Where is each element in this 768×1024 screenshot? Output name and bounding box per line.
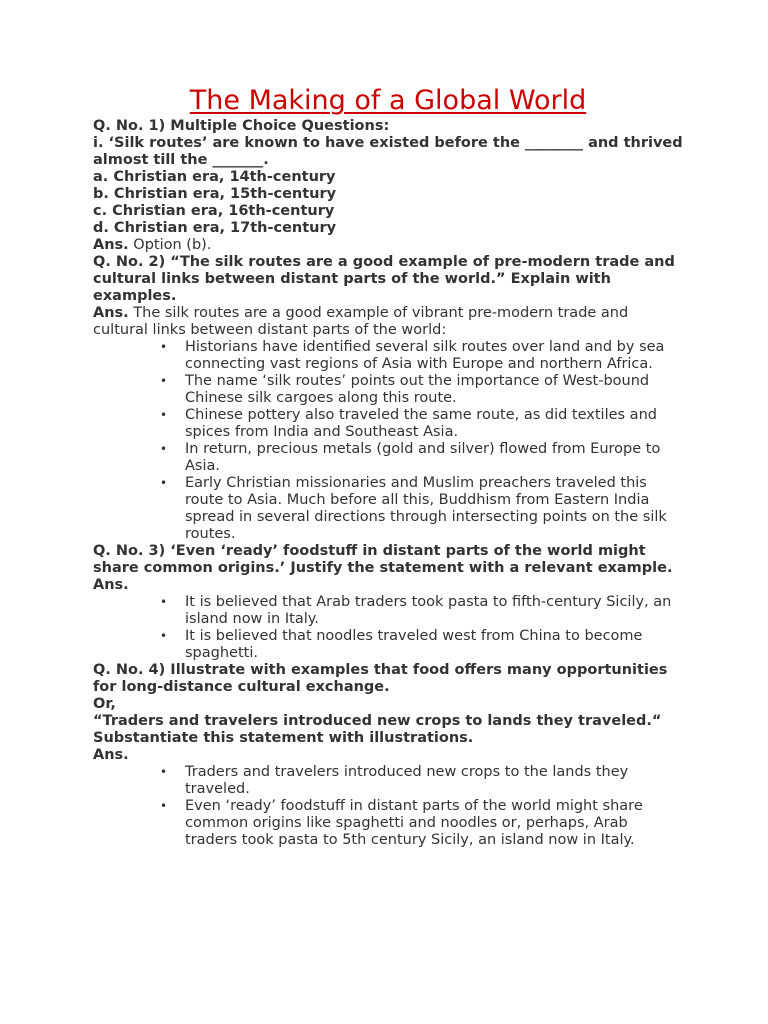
q4-or: Or, (93, 696, 116, 712)
q1-option-a: a. Christian era, 14th-century (93, 169, 336, 185)
q4-bullet-list (93, 764, 683, 849)
q3-question: Q. No. 3) ‘Even ‘ready’ foodstuff in distant parts of the world might share common origins.’ Justify the statement with a relevant example. (93, 543, 673, 576)
q1-answer (93, 237, 683, 254)
list-item (160, 373, 683, 407)
list-item (160, 441, 683, 475)
q4-alt-question: “Traders and travelers introduced new crops to lands they traveled.“ Substantiate this statement with illustrations. (93, 713, 662, 746)
q2-answer-label: Ans. (93, 305, 129, 321)
q2-answer (93, 305, 683, 339)
bullet-icon: • (160, 595, 168, 609)
list-item (160, 594, 683, 628)
bullet-icon: • (160, 340, 168, 354)
q1-option-d: d. Christian era, 17th-century (93, 220, 337, 236)
list-item-text: Even ‘ready’ foodstuff in distant parts of the world might share common origins like spaghetti and noodles or, perhaps, Arab traders took pasta to 5th century Sicily, an island now in Italy. (185, 798, 643, 848)
q1-option-b: b. Christian era, 15th-century (93, 186, 337, 202)
q3-answer-label: Ans. (93, 577, 129, 593)
list-item-text: Chinese pottery also traveled the same route, as did textiles and spices from India and Southeast Asia. (185, 407, 657, 440)
list-item (160, 764, 683, 798)
bullet-icon: • (160, 765, 168, 779)
q2-question: Q. No. 2) “The silk routes are a good example of pre-modern trade and cultural links between distant parts of the world.” Explain with examples. (93, 254, 675, 304)
document-page (93, 84, 683, 849)
list-item (160, 475, 683, 543)
list-item (160, 628, 683, 662)
bullet-icon: • (160, 476, 168, 490)
bullet-icon: • (160, 408, 168, 422)
bullet-icon: • (160, 629, 168, 643)
q3-bullet-list (93, 594, 683, 662)
q1-answer-text: Option (b). (128, 237, 212, 253)
q1-option-c: c. Christian era, 16th-century (93, 203, 335, 219)
q4-answer-label: Ans. (93, 747, 129, 763)
list-item (160, 798, 683, 849)
q4-question: Q. No. 4) Illustrate with examples that food offers many opportunities for long-distance cultural exchange. (93, 662, 668, 695)
q2-bullet-list (93, 339, 683, 543)
q2-answer-text: The silk routes are a good example of vibrant pre-modern trade and cultural links between distant parts of the world: (93, 305, 629, 338)
list-item (160, 339, 683, 373)
bullet-icon: • (160, 799, 168, 813)
bullet-icon: • (160, 374, 168, 388)
list-item-text: Traders and travelers introduced new crops to the lands they traveled. (185, 764, 629, 797)
page-title: The Making of a Global World (189, 85, 587, 116)
list-item (160, 407, 683, 441)
q1-answer-label: Ans. (93, 237, 129, 253)
list-item-text: Early Christian missionaries and Muslim preachers traveled this route to Asia. Much before all this, Buddhism from Eastern India spread in several directions through intersecting points on the silk routes. (185, 475, 667, 542)
list-item-text: It is believed that noodles traveled west from China to become spaghetti. (185, 628, 643, 661)
q1-heading: Q. No. 1) Multiple Choice Questions: (93, 118, 390, 134)
list-item-text: Historians have identified several silk routes over land and by sea connecting vast regions of Asia with Europe and northern Africa. (185, 339, 665, 372)
list-item-text: The name ‘silk routes’ points out the importance of West-bound Chinese silk cargoes along this route. (185, 373, 650, 406)
q1-question: i. ‘Silk routes’ are known to have existed before the ________ and thrived almost till the _______. (93, 135, 683, 168)
list-item-text: In return, precious metals (gold and silver) flowed from Europe to Asia. (185, 441, 661, 474)
bullet-icon: • (160, 442, 168, 456)
list-item-text: It is believed that Arab traders took pasta to fifth-century Sicily, an island now in Italy. (185, 594, 672, 627)
